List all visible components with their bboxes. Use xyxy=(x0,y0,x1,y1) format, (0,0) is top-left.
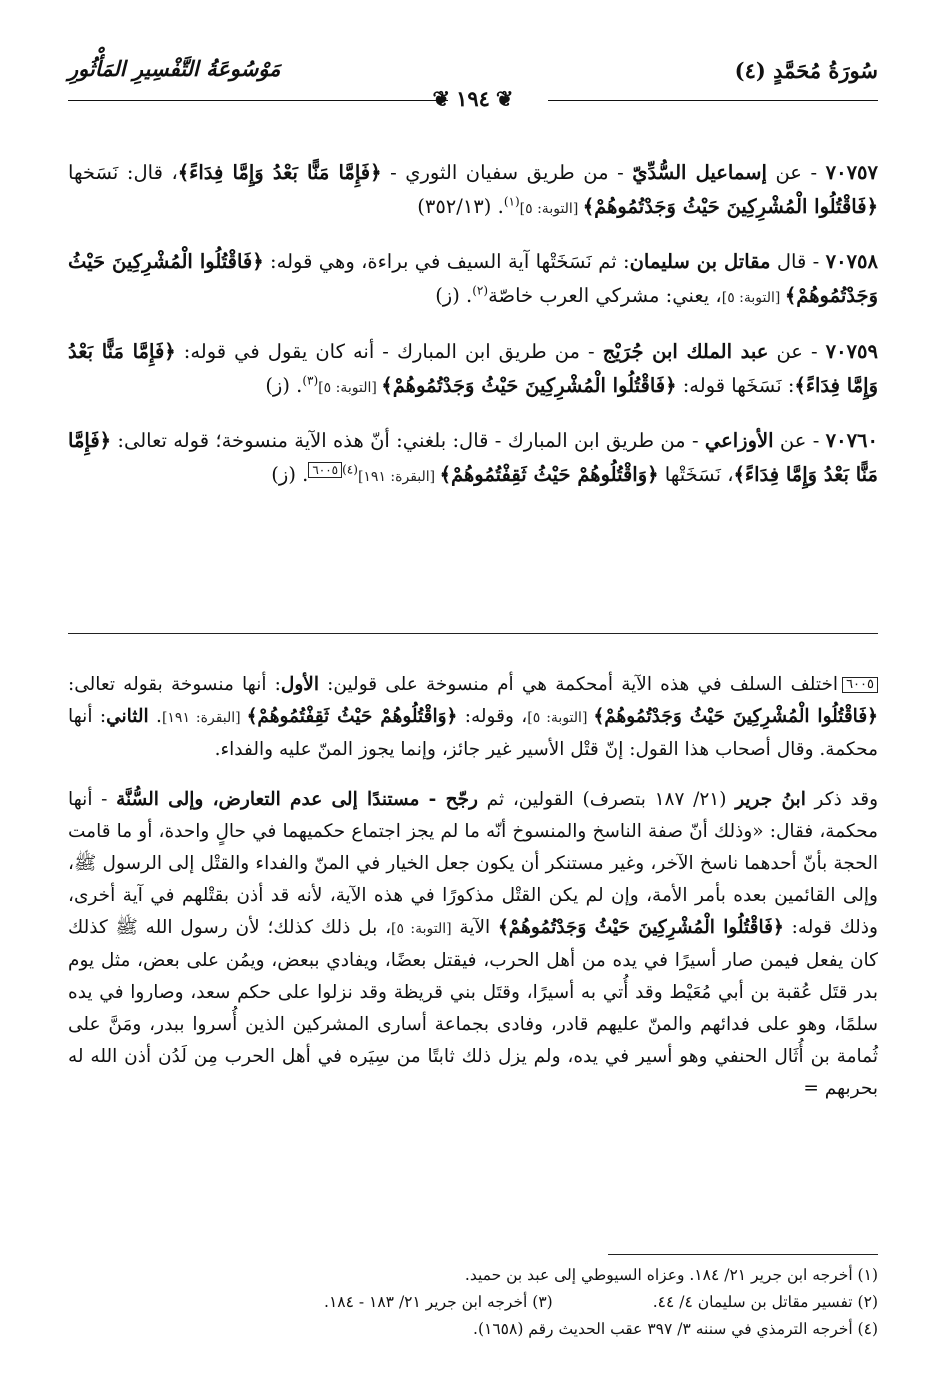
verse-ref: [التوبة: ٥] xyxy=(519,200,583,217)
quran-quote: ﴿فَاقْتُلُوا الْمُشْرِكِينَ حَيْثُ وَجَدْتُمُوهُمْ﴾ xyxy=(381,373,677,397)
quran-quote: ﴿وَاقْتُلُوهُمْ حَيْثُ ثَقِفْتُمُوهُمْ﴾ xyxy=(439,463,659,486)
commentary-number: ٦٠٠٥ xyxy=(842,677,878,693)
footnote-4: (٤) أخرجه الترمذي في سننه ٣/ ٣٩٧ عقب الحديث رقم (١٦٥٨). xyxy=(473,1320,878,1338)
header-rule-right xyxy=(548,100,878,101)
footnotes xyxy=(68,1262,878,1343)
footnote-2: (٢) تفسير مقاتل بن سليمان ٤/ ٤٤. xyxy=(652,1293,878,1311)
footnote-marker[interactable]: (٣) xyxy=(302,373,319,387)
narration-70758: ٧٠٧٥٨ - قال مقاتل بن سليمان: ثم نَسَخَتْها آية السيف في براءة، وهي قوله: ﴿فَاقْتُلُوا الْمُشْرِكِينَ حَيْثُ وَجَدْتُمُوهُمْ﴾ [التوبة: ٥]، يعني: مشركي العرب خاصّة$^{(٢)}$. (ز) xyxy=(68,250,878,307)
narrator-name: مقاتل بن سليمان xyxy=(629,250,771,273)
verse-ref: [التوبة: ٥] xyxy=(318,379,382,396)
quran-quote: ﴿فَاقْتُلُوا الْمُشْرِكِينَ حَيْثُ وَجَدْتُمُوهُمْ﴾ xyxy=(593,705,879,727)
footnote-1: (١) أخرجه ابن جرير ٢١/ ١٨٤. وعزاه السيوطي إلى عبد بن حميد. xyxy=(464,1266,878,1284)
quran-quote: ﴿فَاقْتُلُوا الْمُشْرِكِينَ حَيْثُ وَجَدْتُمُوهُمْ﴾ xyxy=(582,194,878,218)
commentary-paragraph-1: ٦٠٠٥اختلف السلف في هذه الآية أمحكمة هي أم منسوخة على قولين: الأول: أنها منسوخة بقوله تعالى: ﴿فَاقْتُلُوا الْمُشْرِكِينَ حَيْثُ وَجَدْتُمُوهُمْ﴾ [التوبة: ٥]، وقوله: ﴿وَاقْتُلُوهُمْ حَيْثُ ثَقِفْتُمُوهُمْ﴾ [البقرة: ١٩١]. الثاني: أنها محكمة. وقال أصحاب هذا القول: إنّ قتْل الأسير غير جائز، وإنما يجوز المنّ عليه والفداء. xyxy=(68,673,879,760)
commentary-divider xyxy=(68,633,878,634)
verse-ref: [البقرة: ١٩١] xyxy=(357,469,440,485)
footnote-row xyxy=(68,1289,878,1316)
narration-70759: ٧٠٧٥٩ - عن عبد الملك ابن جُرَيْج - من طريق ابن المبارك - أنه كان يقول في قوله: ﴿فَإِمَّا مَنًّا بَعْدُ وَإِمَّا فِدَاءً﴾: نَسَخَها قوله: ﴿فَاقْتُلُوا الْمُشْرِكِينَ حَيْثُ وَجَدْتُمُوهُمْ﴾ [التوبة: ٥]$^{(٣)}$. (ز) xyxy=(68,339,878,397)
quran-quote: ﴿وَاقْتُلُوهُمْ حَيْثُ ثَقِفْتُمُوهُمْ﴾ xyxy=(246,705,458,727)
ornament-icon: ❦ xyxy=(495,86,514,111)
quran-quote: ﴿فَاقْتُلُوا الْمُشْرِكِينَ حَيْثُ وَجَدْتُمُوهُمْ﴾ xyxy=(68,250,878,307)
verse-ref: [التوبة: ٥] xyxy=(721,290,785,306)
quran-quote: ﴿فَاقْتُلُوا الْمُشْرِكِينَ حَيْثُ وَجَدْتُمُوهُمْ﴾ xyxy=(497,917,784,938)
page xyxy=(68,56,879,1338)
header-rule-left xyxy=(68,100,448,101)
footnote-marker[interactable]: (٢) xyxy=(472,283,489,298)
narrator-name: إسماعيل السُّدِّيّ xyxy=(632,160,767,184)
book-title: مَوْسُوعَةُ التَّفْسِيرِ المَأْثُورِ xyxy=(68,56,281,81)
footnote-marker[interactable]: (٤) xyxy=(342,462,358,477)
quran-quote: ﴿فَإِمَّا مَنًّا بَعْدُ وَإِمَّا فِدَاءً﴾ xyxy=(68,339,878,397)
sura-title: سُورَةُ مُحَمَّدٍ (٤) xyxy=(734,58,878,83)
narrator-name: الأوزاعي xyxy=(704,429,774,452)
commentary-paragraph-2: وقد ذكر ابنُ جرير (٢١/ ١٨٧ بتصرف) القولين، ثم رجّح - مستندًا إلى عدم التعارض، وإلى السُّنَّة - أنها محكمة، فقال: «وذلك أنّ صفة الناسخ والمنسوخ أنّه ما لم يجز اجتماع حكميهما في حالٍ واحدة، أو ما قامت الحجة بأنّ أحدهما ناسخ الآخر، وغير مستنكر أن يكون جعل الخيار في المنّ والفداء والقتْل إلى الرسول ﷺ، وإلى القائمين بعده بأمر الأمة، وإن لم يكن القتْل مذكورًا في هذه الآية، لأنه قد أذن بقتْلهم في آية أخرى، وذلك قوله: ﴿فَاقْتُلُوا الْمُشْرِكِينَ حَيْثُ وَجَدْتُمُوهُمْ﴾ الآية [التوبة: ٥]، بل ذلك كذلك؛ لأن رسول الله ﷺ كذلك كان يفعل فيمن صار أسيرًا في يده من أهل الحرب، فيقتل بعضًا، ويفادي ببعض، ويمُن على بعض، مثل يوم بدر قتَل عُقبة بن أبي مُعَيْط وقد أُتي به أسيرًا، وقتَل بني قريظة وقد نزلوا على حكم سعد، وصاروا في يده سلمًا، وهو على فدائهم والمنّ عليهم قادر، وفادى بجماعة أسارى المشركين الذين أُسروا ببدر، ومَنَّ على ثُمامة بن أُثَال الحنفي وهو أسير في يده، ولم يزل ذلك ثابتًا من سِيَره في أهل الحرب مِن لَدُن أذن الله له بحربهم = xyxy=(68,789,879,1099)
narrations xyxy=(68,136,878,500)
quran-quote: ﴿فَإِمَّا مَنًّا بَعْدُ وَإِمَّا فِدَاءً﴾ xyxy=(177,160,382,184)
commentary-marker[interactable]: ٦٠٠٥ xyxy=(308,462,342,478)
footnote-marker[interactable]: (١) xyxy=(503,194,520,208)
narration-70760: ٧٠٧٦٠ - عن الأوزاعي - من طريق ابن المبارك - قال: بلغني: أنّ هذه الآية منسوخة؛ قوله تعالى: ﴿فَإِمَّا مَنًّا بَعْدُ وَإِمَّا فِدَاءً﴾، نَسَخَتْها ﴿وَاقْتُلُوهُمْ حَيْثُ ثَقِفْتُمُوهُمْ﴾ [البقرة: ١٩١]$^{(٤)}$٦٠٠٥. (ز) xyxy=(68,429,879,486)
narrator-name: عبد الملك ابن جُرَيْج xyxy=(602,339,769,363)
narration-70757: ٧٠٧٥٧ - عن إسماعيل السُّدِّيّ - من طريق سفيان الثوري - ﴿فَإِمَّا مَنًّا بَعْدُ وَإِمَّا فِدَاءً﴾، قال: نَسَخها ﴿فَاقْتُلُوا الْمُشْرِكِينَ حَيْثُ وَجَدْتُمُوهُمْ﴾ [التوبة: ٥]$^{(١)}$. (٣٥٢/١٣) xyxy=(68,160,878,218)
footnote-3: (٣) أخرجه ابن جرير ٢١/ ١٨٣ - ١٨٤. xyxy=(324,1293,553,1311)
scholar-name: ابنُ جرير xyxy=(735,789,806,810)
footnotes-divider xyxy=(608,1254,878,1255)
ornament-icon: ❦ xyxy=(432,86,451,111)
quran-quote: ﴿فَإِمَّا مَنًّا بَعْدُ وَإِمَّا فِدَاءً﴾ xyxy=(68,429,878,486)
page-number: ❦١٩٤❦ xyxy=(432,86,514,111)
commentary xyxy=(68,650,878,1107)
